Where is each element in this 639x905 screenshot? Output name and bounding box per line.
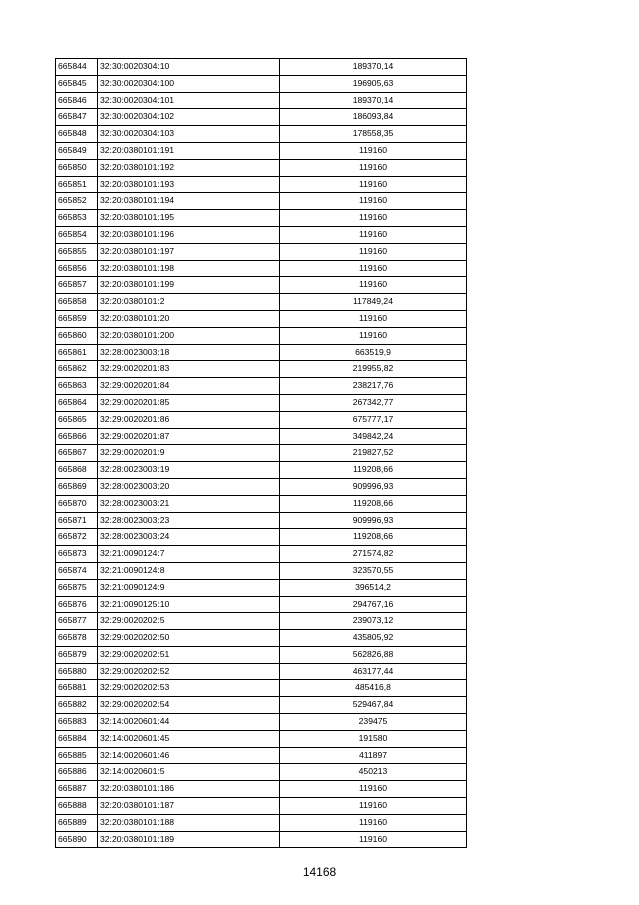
table-row — [56, 714, 467, 731]
cadastral-number-cell: 32:29:0020202:52 — [98, 663, 280, 680]
table-row — [56, 75, 467, 92]
row-number-cell: 665870 — [56, 495, 98, 512]
value-cell: 119160 — [280, 243, 467, 260]
cadastral-number-cell: 32:29:0020201:9 — [98, 445, 280, 462]
value-cell: 189370,14 — [280, 92, 467, 109]
row-number-cell: 665853 — [56, 210, 98, 227]
value-cell: 119160 — [280, 781, 467, 798]
table-row — [56, 361, 467, 378]
cadastral-value-table — [55, 58, 467, 848]
cadastral-number-cell: 32:28:0023003:21 — [98, 495, 280, 512]
row-number-cell: 665887 — [56, 781, 98, 798]
row-number-cell: 665846 — [56, 92, 98, 109]
value-cell: 119160 — [280, 193, 467, 210]
value-cell: 463177,44 — [280, 663, 467, 680]
table-row — [56, 445, 467, 462]
value-cell: 562826,88 — [280, 646, 467, 663]
row-number-cell: 665880 — [56, 663, 98, 680]
table-body — [56, 59, 467, 848]
table-row — [56, 562, 467, 579]
cadastral-number-cell: 32:29:0020202:51 — [98, 646, 280, 663]
row-number-cell: 665868 — [56, 462, 98, 479]
row-number-cell: 665845 — [56, 75, 98, 92]
value-cell: 119160 — [280, 310, 467, 327]
row-number-cell: 665877 — [56, 613, 98, 630]
row-number-cell: 665854 — [56, 226, 98, 243]
value-cell: 119160 — [280, 831, 467, 848]
row-number-cell: 665863 — [56, 378, 98, 395]
table-row — [56, 159, 467, 176]
cadastral-number-cell: 32:20:0380101:188 — [98, 814, 280, 831]
cadastral-number-cell: 32:28:0023003:23 — [98, 512, 280, 529]
value-cell: 267342,77 — [280, 394, 467, 411]
table-row — [56, 277, 467, 294]
table-row — [56, 831, 467, 848]
row-number-cell: 665872 — [56, 529, 98, 546]
table-row — [56, 814, 467, 831]
cadastral-number-cell: 32:20:0380101:191 — [98, 142, 280, 159]
page-number: 14168 — [302, 865, 337, 879]
cadastral-number-cell: 32:20:0380101:187 — [98, 798, 280, 815]
table-row — [56, 663, 467, 680]
table-row — [56, 462, 467, 479]
value-cell: 239073,12 — [280, 613, 467, 630]
cadastral-number-cell: 32:20:0380101:197 — [98, 243, 280, 260]
table-row — [56, 512, 467, 529]
cadastral-number-cell: 32:20:0380101:199 — [98, 277, 280, 294]
table-row — [56, 92, 467, 109]
table-row — [56, 680, 467, 697]
value-cell: 396514,2 — [280, 579, 467, 596]
row-number-cell: 665849 — [56, 142, 98, 159]
table-row — [56, 529, 467, 546]
cadastral-number-cell: 32:20:0380101:2 — [98, 294, 280, 311]
row-number-cell: 665876 — [56, 596, 98, 613]
table-row — [56, 310, 467, 327]
value-cell: 323570,55 — [280, 562, 467, 579]
cadastral-number-cell: 32:21:0090124:8 — [98, 562, 280, 579]
cadastral-number-cell: 32:30:0020304:103 — [98, 126, 280, 143]
table-row — [56, 730, 467, 747]
table-row — [56, 646, 467, 663]
table-row — [56, 210, 467, 227]
table-row — [56, 109, 467, 126]
cadastral-number-cell: 32:29:0020201:83 — [98, 361, 280, 378]
cadastral-number-cell: 32:20:0380101:192 — [98, 159, 280, 176]
row-number-cell: 665864 — [56, 394, 98, 411]
table-row — [56, 697, 467, 714]
cadastral-number-cell: 32:20:0380101:186 — [98, 781, 280, 798]
cadastral-number-cell: 32:30:0020304:10 — [98, 59, 280, 76]
row-number-cell: 665861 — [56, 344, 98, 361]
value-cell: 119160 — [280, 226, 467, 243]
value-cell: 119160 — [280, 327, 467, 344]
table-row — [56, 59, 467, 76]
row-number-cell: 665850 — [56, 159, 98, 176]
cadastral-number-cell: 32:14:0020601:5 — [98, 764, 280, 781]
table-row — [56, 411, 467, 428]
cadastral-number-cell: 32:29:0020201:86 — [98, 411, 280, 428]
table-row — [56, 747, 467, 764]
row-number-cell: 665889 — [56, 814, 98, 831]
cadastral-number-cell: 32:14:0020601:45 — [98, 730, 280, 747]
table-row — [56, 193, 467, 210]
table-row — [56, 344, 467, 361]
value-cell: 178558,35 — [280, 126, 467, 143]
row-number-cell: 665879 — [56, 646, 98, 663]
value-cell: 119160 — [280, 814, 467, 831]
cadastral-number-cell: 32:20:0380101:193 — [98, 176, 280, 193]
row-number-cell: 665875 — [56, 579, 98, 596]
cadastral-number-cell: 32:28:0023003:20 — [98, 478, 280, 495]
table-row — [56, 243, 467, 260]
cadastral-number-cell: 32:20:0380101:198 — [98, 260, 280, 277]
cadastral-number-cell: 32:29:0020202:54 — [98, 697, 280, 714]
table-row — [56, 226, 467, 243]
row-number-cell: 665886 — [56, 764, 98, 781]
table-row — [56, 630, 467, 647]
value-cell: 119208,66 — [280, 462, 467, 479]
row-number-cell: 665873 — [56, 546, 98, 563]
row-number-cell: 665859 — [56, 310, 98, 327]
value-cell: 271574,82 — [280, 546, 467, 563]
cadastral-number-cell: 32:29:0020202:5 — [98, 613, 280, 630]
table-row — [56, 142, 467, 159]
table-row — [56, 176, 467, 193]
value-cell: 117849,24 — [280, 294, 467, 311]
row-number-cell: 665867 — [56, 445, 98, 462]
row-number-cell: 665884 — [56, 730, 98, 747]
row-number-cell: 665885 — [56, 747, 98, 764]
row-number-cell: 665883 — [56, 714, 98, 731]
table-row — [56, 579, 467, 596]
row-number-cell: 665860 — [56, 327, 98, 344]
row-number-cell: 665844 — [56, 59, 98, 76]
cadastral-number-cell: 32:30:0020304:102 — [98, 109, 280, 126]
row-number-cell: 665871 — [56, 512, 98, 529]
table-row — [56, 781, 467, 798]
cadastral-number-cell: 32:21:0090125:10 — [98, 596, 280, 613]
row-number-cell: 665890 — [56, 831, 98, 848]
cadastral-number-cell: 32:20:0380101:194 — [98, 193, 280, 210]
value-cell: 238217,76 — [280, 378, 467, 395]
value-cell: 219827,52 — [280, 445, 467, 462]
value-cell: 349842,24 — [280, 428, 467, 445]
cadastral-number-cell: 32:29:0020202:50 — [98, 630, 280, 647]
cadastral-number-cell: 32:30:0020304:101 — [98, 92, 280, 109]
table-row — [56, 478, 467, 495]
value-cell: 663519,9 — [280, 344, 467, 361]
table-row — [56, 495, 467, 512]
value-cell: 450213 — [280, 764, 467, 781]
value-cell: 119160 — [280, 159, 467, 176]
cadastral-number-cell: 32:20:0380101:195 — [98, 210, 280, 227]
value-cell: 119160 — [280, 798, 467, 815]
value-cell: 219955,82 — [280, 361, 467, 378]
row-number-cell: 665847 — [56, 109, 98, 126]
table-row — [56, 378, 467, 395]
row-number-cell: 665878 — [56, 630, 98, 647]
value-cell: 239475 — [280, 714, 467, 731]
value-cell: 529467,84 — [280, 697, 467, 714]
cadastral-number-cell: 32:28:0023003:18 — [98, 344, 280, 361]
value-cell: 675777,17 — [280, 411, 467, 428]
table-row — [56, 126, 467, 143]
cadastral-number-cell: 32:28:0023003:19 — [98, 462, 280, 479]
table-row — [56, 260, 467, 277]
cadastral-number-cell: 32:29:0020201:84 — [98, 378, 280, 395]
value-cell: 294767,16 — [280, 596, 467, 613]
value-cell: 191580 — [280, 730, 467, 747]
value-cell: 909996,93 — [280, 478, 467, 495]
cadastral-number-cell: 32:30:0020304:100 — [98, 75, 280, 92]
cadastral-number-cell: 32:29:0020201:85 — [98, 394, 280, 411]
cadastral-number-cell: 32:28:0023003:24 — [98, 529, 280, 546]
table-row — [56, 327, 467, 344]
cadastral-number-cell: 32:20:0380101:200 — [98, 327, 280, 344]
value-cell: 485416,8 — [280, 680, 467, 697]
cadastral-number-cell: 32:20:0380101:189 — [98, 831, 280, 848]
row-number-cell: 665869 — [56, 478, 98, 495]
table-row — [56, 798, 467, 815]
cadastral-number-cell: 32:14:0020601:46 — [98, 747, 280, 764]
row-number-cell: 665852 — [56, 193, 98, 210]
table-row — [56, 613, 467, 630]
row-number-cell: 665874 — [56, 562, 98, 579]
cadastral-number-cell: 32:20:0380101:196 — [98, 226, 280, 243]
table-row — [56, 428, 467, 445]
row-number-cell: 665857 — [56, 277, 98, 294]
cadastral-number-cell: 32:29:0020202:53 — [98, 680, 280, 697]
row-number-cell: 665848 — [56, 126, 98, 143]
value-cell: 119160 — [280, 176, 467, 193]
row-number-cell: 665866 — [56, 428, 98, 445]
row-number-cell: 665856 — [56, 260, 98, 277]
row-number-cell: 665851 — [56, 176, 98, 193]
value-cell: 119208,66 — [280, 495, 467, 512]
table-row — [56, 596, 467, 613]
cadastral-number-cell: 32:14:0020601:44 — [98, 714, 280, 731]
cadastral-number-cell: 32:29:0020201:87 — [98, 428, 280, 445]
value-cell: 119208,66 — [280, 529, 467, 546]
table-row — [56, 394, 467, 411]
value-cell: 119160 — [280, 260, 467, 277]
row-number-cell: 665882 — [56, 697, 98, 714]
cadastral-number-cell: 32:21:0090124:7 — [98, 546, 280, 563]
value-cell: 909996,93 — [280, 512, 467, 529]
value-cell: 196905,63 — [280, 75, 467, 92]
value-cell: 435805,92 — [280, 630, 467, 647]
value-cell: 119160 — [280, 277, 467, 294]
table-row — [56, 546, 467, 563]
table-row — [56, 294, 467, 311]
cadastral-number-cell: 32:21:0090124:9 — [98, 579, 280, 596]
value-cell: 119160 — [280, 142, 467, 159]
value-cell: 411897 — [280, 747, 467, 764]
table-row — [56, 764, 467, 781]
row-number-cell: 665862 — [56, 361, 98, 378]
row-number-cell: 665855 — [56, 243, 98, 260]
value-cell: 119160 — [280, 210, 467, 227]
value-cell: 189370,14 — [280, 59, 467, 76]
value-cell: 186093,84 — [280, 109, 467, 126]
row-number-cell: 665881 — [56, 680, 98, 697]
row-number-cell: 665858 — [56, 294, 98, 311]
row-number-cell: 665888 — [56, 798, 98, 815]
row-number-cell: 665865 — [56, 411, 98, 428]
cadastral-number-cell: 32:20:0380101:20 — [98, 310, 280, 327]
